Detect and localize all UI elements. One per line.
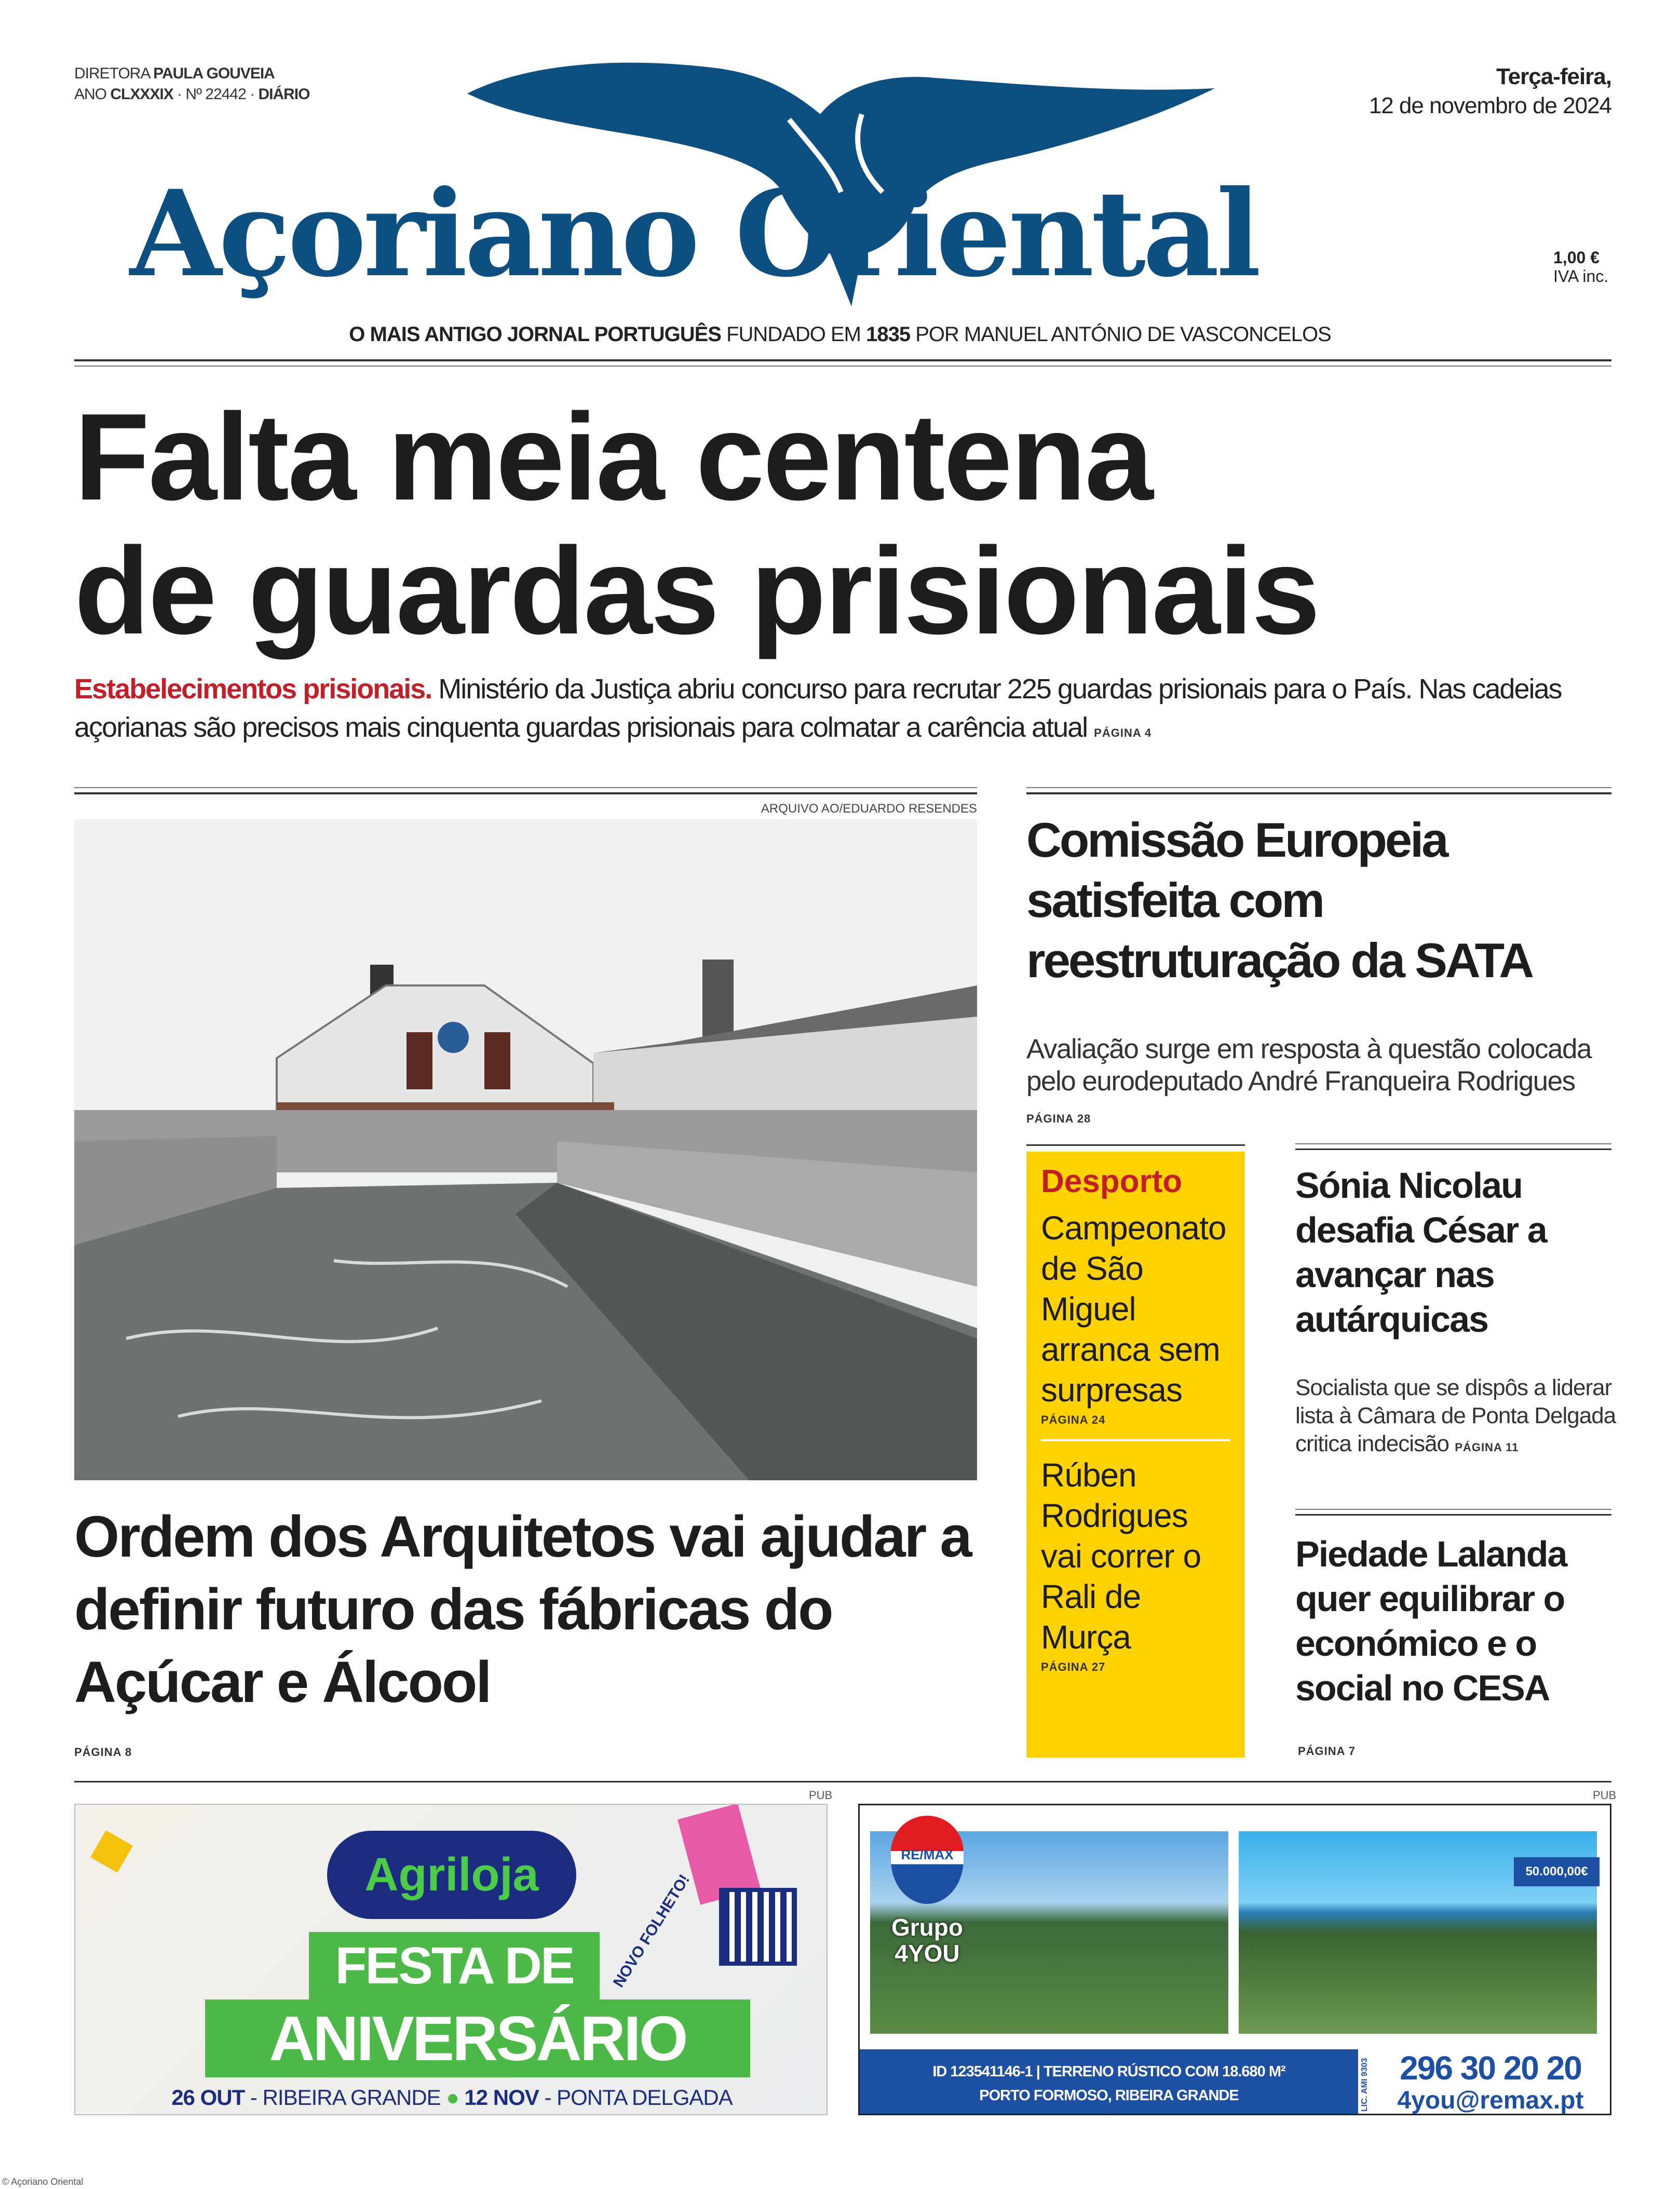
agriloja-logo: Agriloja [327, 1831, 576, 1919]
issue-date: Terça-feira, 12 de novembro de 2024 [1369, 64, 1611, 118]
masthead-rule [74, 359, 1611, 361]
factory-photo [74, 819, 977, 1480]
tagline: O MAIS ANTIGO JORNAL PORTUGUÊS FUNDADO EM 1835 POR MANUEL ANTÓNIO DE VASCONCELOS [349, 323, 1331, 346]
page-ref: PÁGINA 8 [74, 1746, 132, 1759]
director-credit: DIRETORA PAULA GOUVEIA [74, 65, 275, 82]
license: LIC. AMI 9303 [1360, 2058, 1369, 2112]
email[interactable]: 4you@remax.pt [1397, 2087, 1584, 2114]
column-rule [1026, 792, 1611, 794]
ad-title-1: FESTA DE [309, 1932, 600, 1999]
column-rule [1295, 1143, 1611, 1144]
photo-credit: ARQUIVO AO/EDUARDO RESENDES [761, 802, 977, 816]
agriloja-ad[interactable] [74, 1804, 828, 2115]
confetti-icon [90, 1830, 133, 1873]
column-rule [1295, 1509, 1611, 1510]
remax-logo: RE/MAX [901, 1847, 954, 1862]
divider [1041, 1439, 1230, 1441]
page-ref: PÁGINA 7 [1298, 1745, 1356, 1758]
price-tag: 50.000,00€ [1514, 1857, 1600, 1886]
phone[interactable]: 296 30 20 20 [1400, 2049, 1581, 2087]
sata-headline[interactable]: Comissão Europeia satisfeita com reestruturação da SATA [1026, 813, 1533, 988]
group-name: Grupo 4YOU [891, 1914, 963, 1967]
lead-summary: Estabelecimentos prisionais. Ministério da Justiça abriu concurso para recrutar 225 guardas prisionais para o País. Nas cadeias açorianas são precisos mais cinquenta guardas prisionais para colmatar a carência atual PÁGINA 4 [74, 673, 1562, 743]
desporto-story-1[interactable]: Campeonato de São Miguel arranca sem surpresas [1041, 1209, 1226, 1409]
column-rule [1026, 787, 1611, 788]
issue-info: ANO CLXXXIX · Nº 22442 · DIÁRIO [74, 86, 310, 103]
column-rule [74, 792, 977, 794]
ad-dates: 26 OUT - RIBEIRA GRANDE ● 12 NOV - PONTA DELGADA [171, 2085, 733, 2110]
column-rule [74, 787, 977, 788]
ads-rule [74, 1781, 1611, 1782]
sata-summary: Avaliação surge em resposta à questão colocada pelo eurodeputado André Franqueira Rodrigues PÁGINA 28 [1026, 1034, 1591, 1125]
contact [1374, 2049, 1607, 2115]
qr-code-icon[interactable] [719, 1888, 797, 1966]
listing-info: ID 123541146-1 | TERRENO RÚSTICO COM 18.680 M² PORTO FORMOSO, RIBEIRA GRANDE [860, 2049, 1358, 2115]
new-flyer-label: NOVO FOLHETO! [610, 1871, 694, 1991]
copyright: © Açoriano Oriental [2, 2177, 84, 2187]
piedade-headline[interactable]: Piedade Lalanda quer equilibrar o económico e o social no CESA [1295, 1534, 1567, 1708]
masthead-rule-thin [74, 366, 1611, 367]
pub-label: PUB [1593, 1789, 1617, 1802]
page-ref: PÁGINA 27 [1041, 1660, 1106, 1673]
pub-label: PUB [809, 1789, 833, 1802]
section-label: Desporto [1041, 1164, 1183, 1199]
factories-headline[interactable]: Ordem dos Arquitetos vai ajudar a definir futuro das fábricas do Açúcar e Álcool [74, 1504, 971, 1714]
desporto-rule [1026, 1144, 1245, 1146]
sonia-headline[interactable]: Sónia Nicolau desafia César a avançar nas autárquicas [1295, 1165, 1547, 1340]
column-rule [1295, 1148, 1611, 1150]
lead-headline[interactable]: Falta meia centena de guardas prisionais [74, 388, 1319, 660]
column-rule [1295, 1514, 1611, 1516]
desporto-story-2[interactable]: Rúben Rodrigues vai correr o Rali de Murça [1041, 1456, 1201, 1656]
ad-title-2: ANIVERSÁRIO [205, 1999, 750, 2077]
remax-ad[interactable] [858, 1804, 1611, 2115]
page-ref: PÁGINA 24 [1041, 1413, 1106, 1426]
sonia-summary: Socialista que se dispôs a liderar lista à Câmara de Ponta Delgada critica indecisão PÁGINA 11 [1295, 1375, 1616, 1456]
desporto-box [1026, 1152, 1245, 1758]
price: 1,00 € IVA inc. [1553, 248, 1609, 286]
newspaper-title: Açoriano Oriental [130, 164, 1258, 303]
